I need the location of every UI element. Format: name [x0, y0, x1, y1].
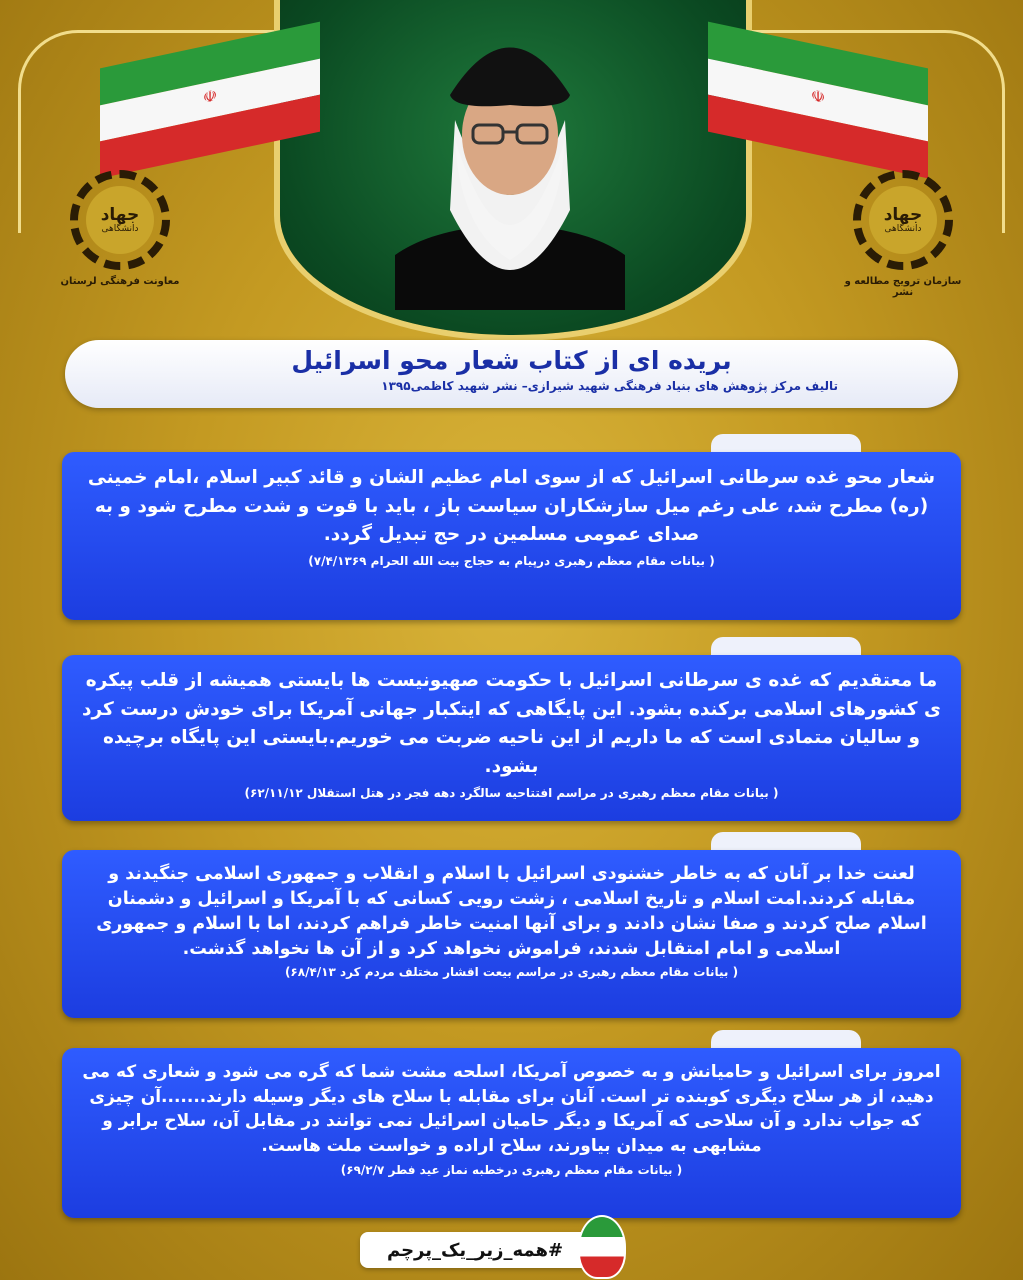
- quote-card: [62, 452, 961, 620]
- logo-subtitle: دانشگاهی: [884, 224, 922, 234]
- hashtag-text: #همه_زیر_یک_پرچم: [386, 1239, 564, 1261]
- gear-icon: [70, 170, 170, 270]
- quote-card: [62, 850, 961, 1018]
- logo-title: جهاد: [100, 205, 140, 225]
- title-banner: [65, 340, 958, 408]
- hashtag-bar: [360, 1232, 590, 1268]
- quote-text: ما معتقدیم که غده ی سرطانی اسرائیل با حکومت صهیونیست ها بایستی همیشه از قلب پیکره ی کشورهای اسلامی برکنده بشود. این پایگاهی که ایتکبار جهانی آمریکا برای خودش درست کرد و سالیان متمادی است که ما داریم از این ناحیه ضربت می خوریم.بایستی این پایگاه برچیده بشود.: [82, 670, 941, 778]
- flag-emblem-icon: ☫: [202, 85, 218, 108]
- quote-card: [62, 655, 961, 821]
- logo-title: جهاد: [883, 205, 923, 225]
- thumbprint-flag-icon: [578, 1215, 626, 1279]
- logo-subtitle: دانشگاهی: [101, 224, 139, 234]
- gear-icon: [853, 170, 953, 270]
- quote-tab: [711, 1030, 861, 1052]
- flag-emblem-icon: ☫: [810, 85, 826, 108]
- quote-text: لعنت خدا بر آنان که به خاطر خشنودی اسرائیل با اسلام و انقلاب و جمهوری اسلامی جنگیدند و مقابله کردند.امت اسلام و تاریخ اسلامی ، زشت رویی کسانی که با آمریکا و اسرائیل و دشمنان اسلام صلح کردند و صفا نشان دادند و برای آنها امنیت خاطر فراهم کردند، اما با اسلام و جمهوری اسلامی و امام امتقابل شدند، فراموش نخواهد کرد و از آن ها نخواهد گذشت.: [96, 864, 927, 959]
- quote-tab: [711, 832, 861, 854]
- quote-source: ( بیانات مقام معظم رهبری در مراسم افتتاحیه سالگرد دهه فجر در هتل استقلال ۶۲/۱۱/۱۲): [244, 785, 779, 800]
- quote-tab: [711, 637, 861, 659]
- logo-caption: معاونت فرهنگی لرستان: [60, 276, 180, 287]
- quote-source: ( بیانات مقام معظم رهبری درپیام به حجاج بیت الله الحرام ۷/۴/۱۳۶۹): [308, 554, 715, 569]
- logo-caption: سازمان ترویج مطالعه و نشر: [844, 276, 962, 298]
- quote-card: [62, 1048, 961, 1218]
- quote-source: ( بیانات مقام معظم رهبری درخطبه نماز عید فطر ۶۹/۲/۷): [340, 1162, 683, 1177]
- quote-text: شعار محو غده سرطانی اسرائیل که از سوی امام عظیم الشان و قائد کبیر اسلام ،امام خمینی (ره) مطرح شد، علی رغم میل سازشکاران سیاست باز ، باید با قوت و شدت مطرح شود و به صدای عمومی مسلمین در حج تبدیل گردد.: [87, 467, 936, 546]
- portrait-image: [395, 10, 625, 310]
- page-title: بریده ای از کتاب شعار محو اسرائیل: [291, 346, 732, 375]
- page-subtitle: تالیف مرکز پژوهش های بنیاد فرهنگی شهید شیرازی– نشر شهید کاظمی۱۳۹۵: [381, 379, 838, 393]
- quote-text: امروز برای اسرائیل و حامیانش و به خصوص آمریکا، اسلحه مشت شما که گره می شود و شعاری که می دهید، از هر سلاح دیگری کوبنده تر است. آنان برای مقابله با سلاح های دیگر وسیله دارند.......آن چیزی که جواب ندارد و آن سلاحی که آمریکا و دیگر حامیان اسرائیل نمی توانند در مقابل آن، سلاح برابر و مشابهی به میدان بیاورند، سلاح اراده و خواست ملت هاست.: [82, 1062, 941, 1156]
- quote-tab: [711, 434, 861, 456]
- logo-left: [50, 170, 190, 287]
- logo-right: [833, 170, 973, 298]
- quote-source: ( بیانات مقام معظم رهبری در مراسم بیعت اقشار مختلف مردم کرد ۶۸/۴/۱۳): [284, 965, 739, 980]
